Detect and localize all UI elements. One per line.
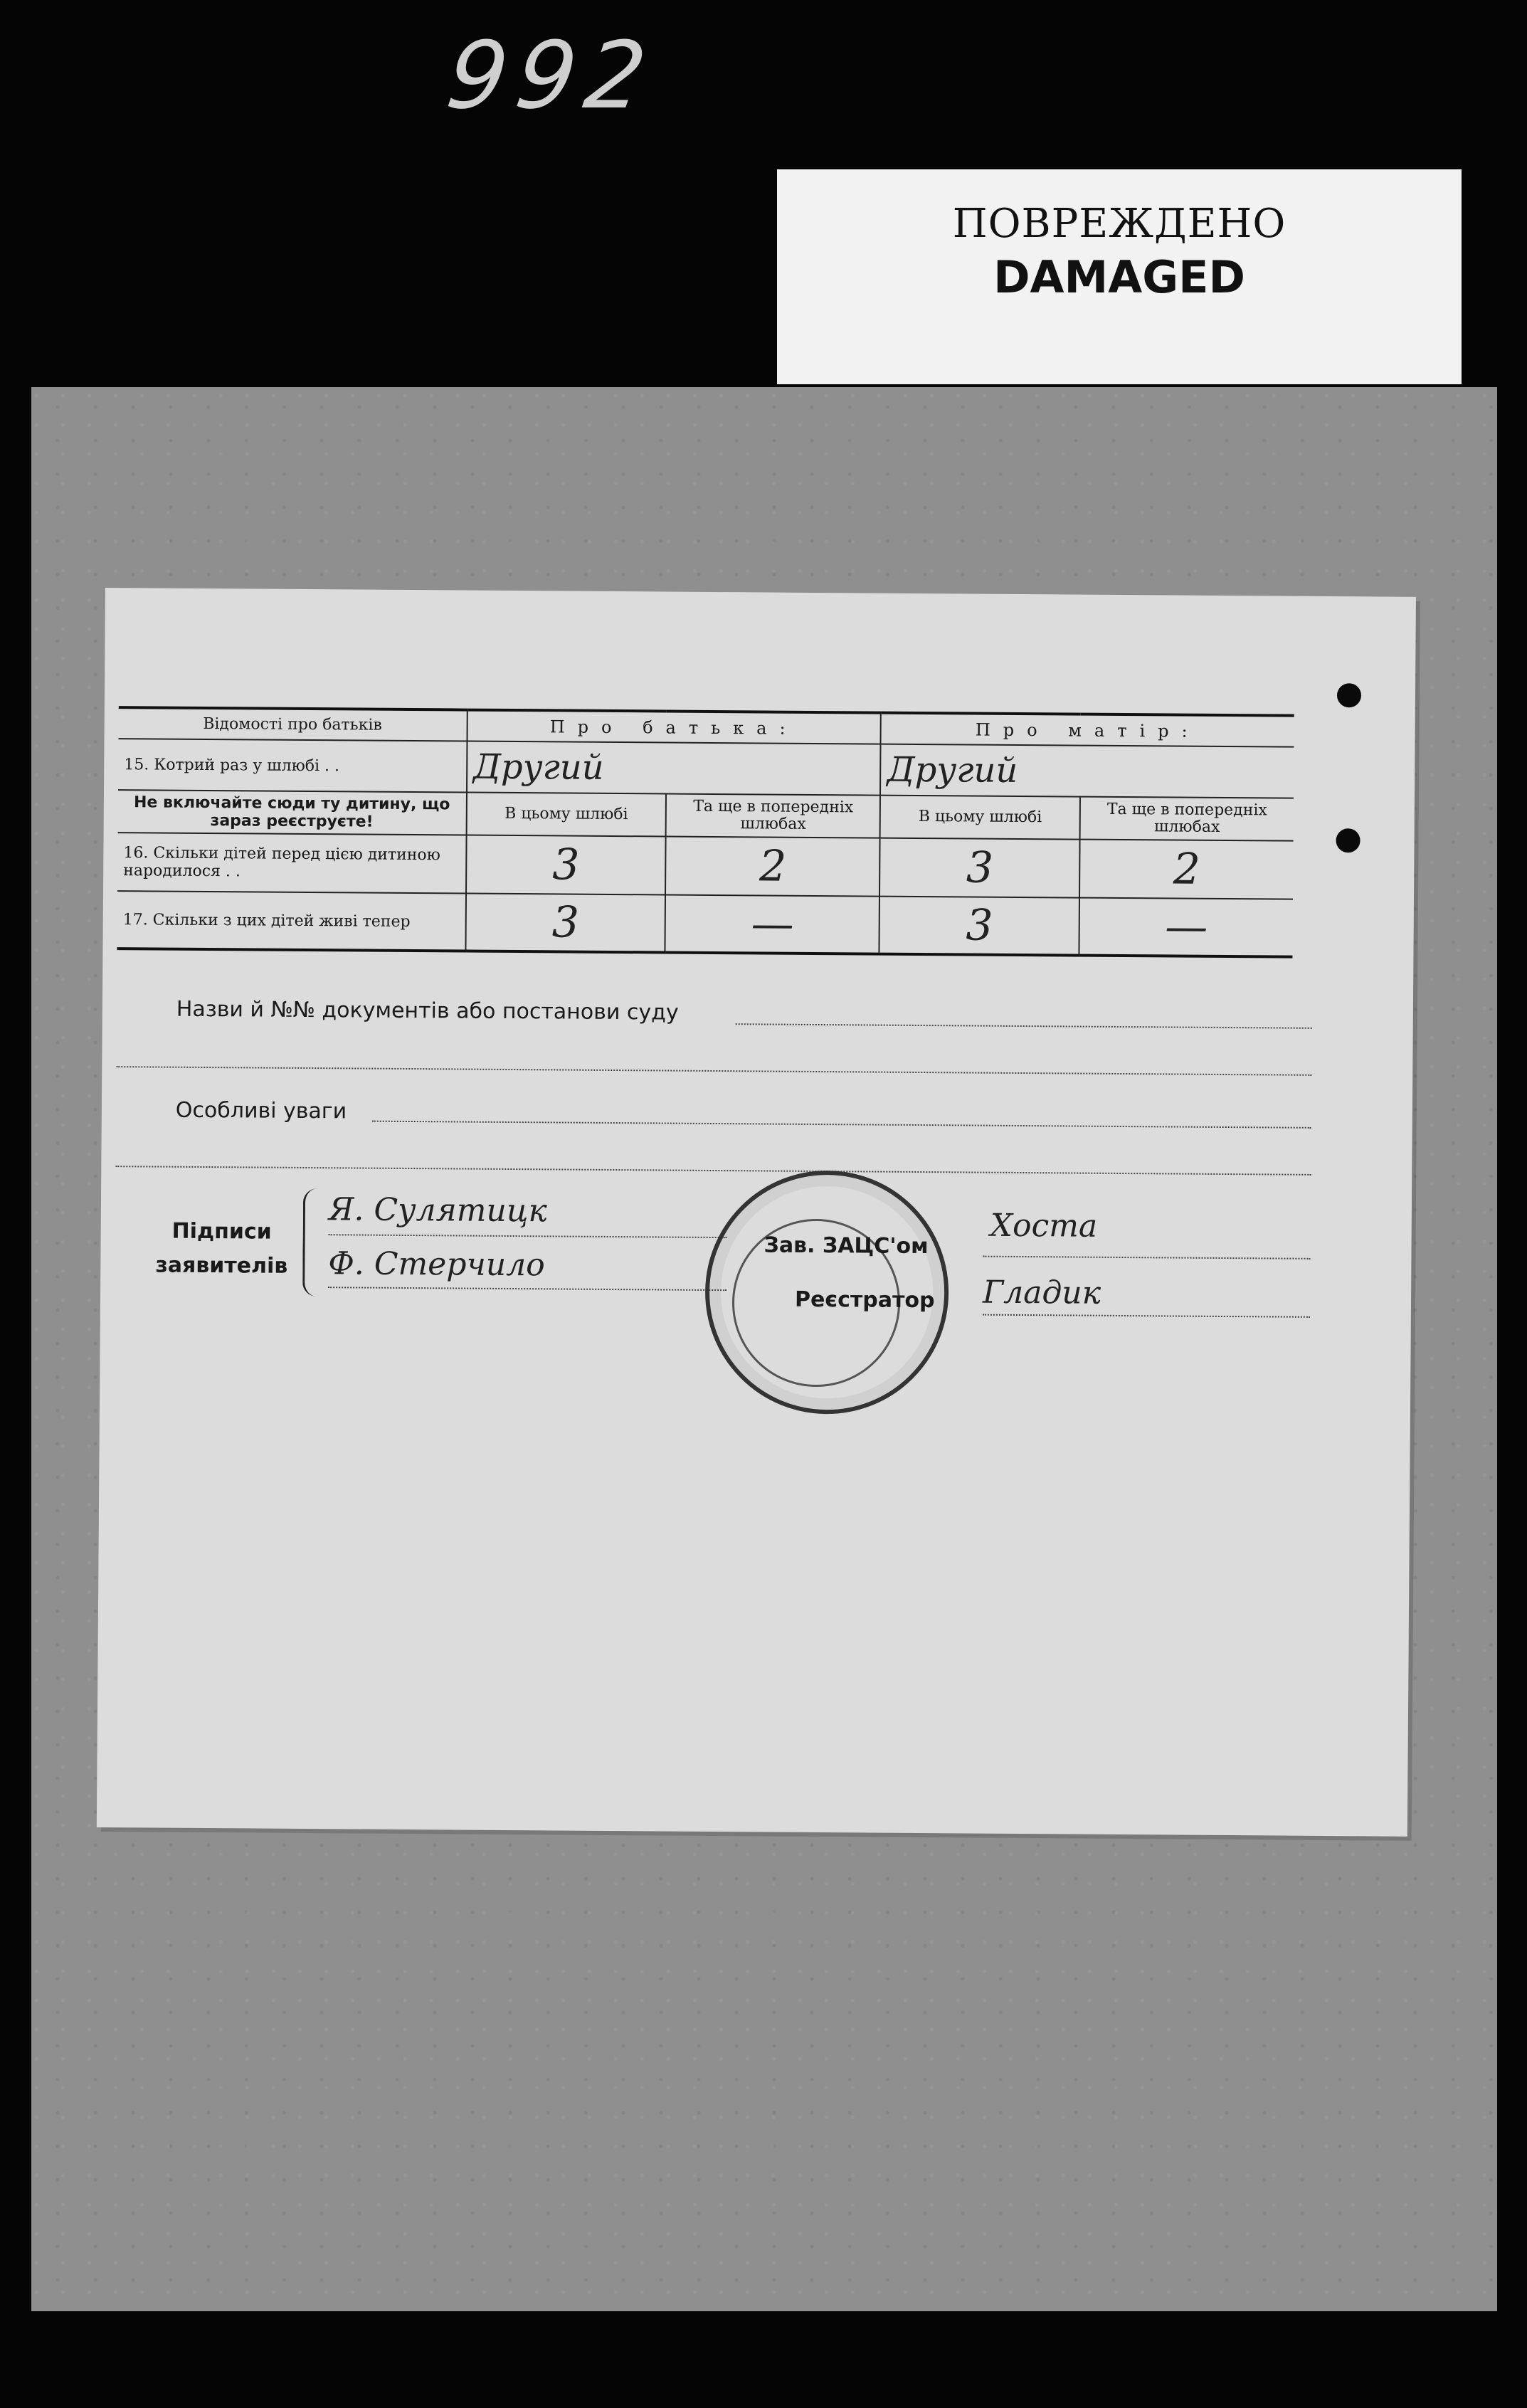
row17-value: 3 [879, 897, 1079, 956]
registrar-signature: Гладик [982, 1274, 1101, 1311]
punch-hole [1337, 683, 1361, 707]
table-row-15 [118, 739, 1294, 798]
row15-label: 15. Котрий раз у шлюбі . . [118, 739, 467, 792]
row16-value: 2 [1079, 840, 1293, 899]
row17-label: 17. Скільки з цих дітей живі тепер [117, 891, 465, 951]
col-mother-this-marriage: В цьому шлюбі [880, 796, 1080, 840]
remarks-label: Особливі уваги [175, 1097, 347, 1124]
documents-label: Назви й №№ документів або постанови суду [176, 996, 679, 1025]
header-label: Відомості про батьків [119, 707, 467, 741]
head-signature: Хоста [990, 1207, 1098, 1245]
signature-line [329, 1234, 727, 1238]
row17-value: 3 [465, 894, 665, 953]
row16-label: 16. Скільки дітей перед цією дитиною народилося . . [117, 833, 466, 893]
documents-line-2 [116, 1066, 1311, 1076]
row17-value: — [665, 895, 879, 954]
table-row-17 [117, 891, 1293, 957]
applicant-signature-1: Я. Сулятицк [328, 1191, 547, 1230]
header-mother: Про матір: [881, 713, 1294, 747]
row16-value: 2 [665, 837, 879, 897]
col-mother-previous-marriages: Та ще в попередніх шлюбах [1080, 797, 1294, 841]
registration-form-sheet [97, 588, 1416, 1837]
col-father-previous-marriages: Та ще в попередніх шлюбах [666, 794, 880, 838]
signature-line [328, 1287, 726, 1291]
header-father: Про батька: [467, 710, 881, 744]
row16-value: 3 [879, 838, 1079, 898]
sig-label-line2: заявителів [155, 1252, 288, 1279]
damaged-label [777, 169, 1462, 384]
remarks-line [372, 1121, 1311, 1129]
damaged-label-ua: ПОВРЕЖДЕНО [952, 201, 1286, 247]
parents-info-table [117, 706, 1294, 959]
applicants-signatures-label [143, 1214, 300, 1284]
head-of-registry-label: Зав. ЗАЦС'ом [764, 1232, 929, 1260]
row15-mother-value: Другий [880, 744, 1294, 798]
officials-line [983, 1256, 1310, 1260]
archive-page-number: 992 [440, 21, 662, 130]
table-row-16 [117, 833, 1294, 899]
row15-father-value: Другий [467, 741, 881, 796]
signatures-brace [302, 1188, 319, 1297]
row17-value: — [1079, 898, 1293, 957]
sig-label-line1: Підписи [171, 1218, 272, 1245]
applicant-signature-2: Ф. Стерчило [328, 1245, 545, 1284]
registrar-label: Реєстратор [794, 1287, 935, 1314]
note-label: Не включайте сюди ту дитину, що зараз реєструєте! [118, 790, 467, 835]
punch-hole [1336, 828, 1360, 852]
col-father-this-marriage: В цьому шлюбі [466, 793, 666, 837]
row16-value: 3 [466, 835, 666, 895]
remarks-line-2 [115, 1166, 1311, 1176]
officials-line [983, 1314, 1310, 1318]
documents-line [736, 1023, 1312, 1029]
damaged-label-en: DAMAGED [993, 251, 1245, 303]
